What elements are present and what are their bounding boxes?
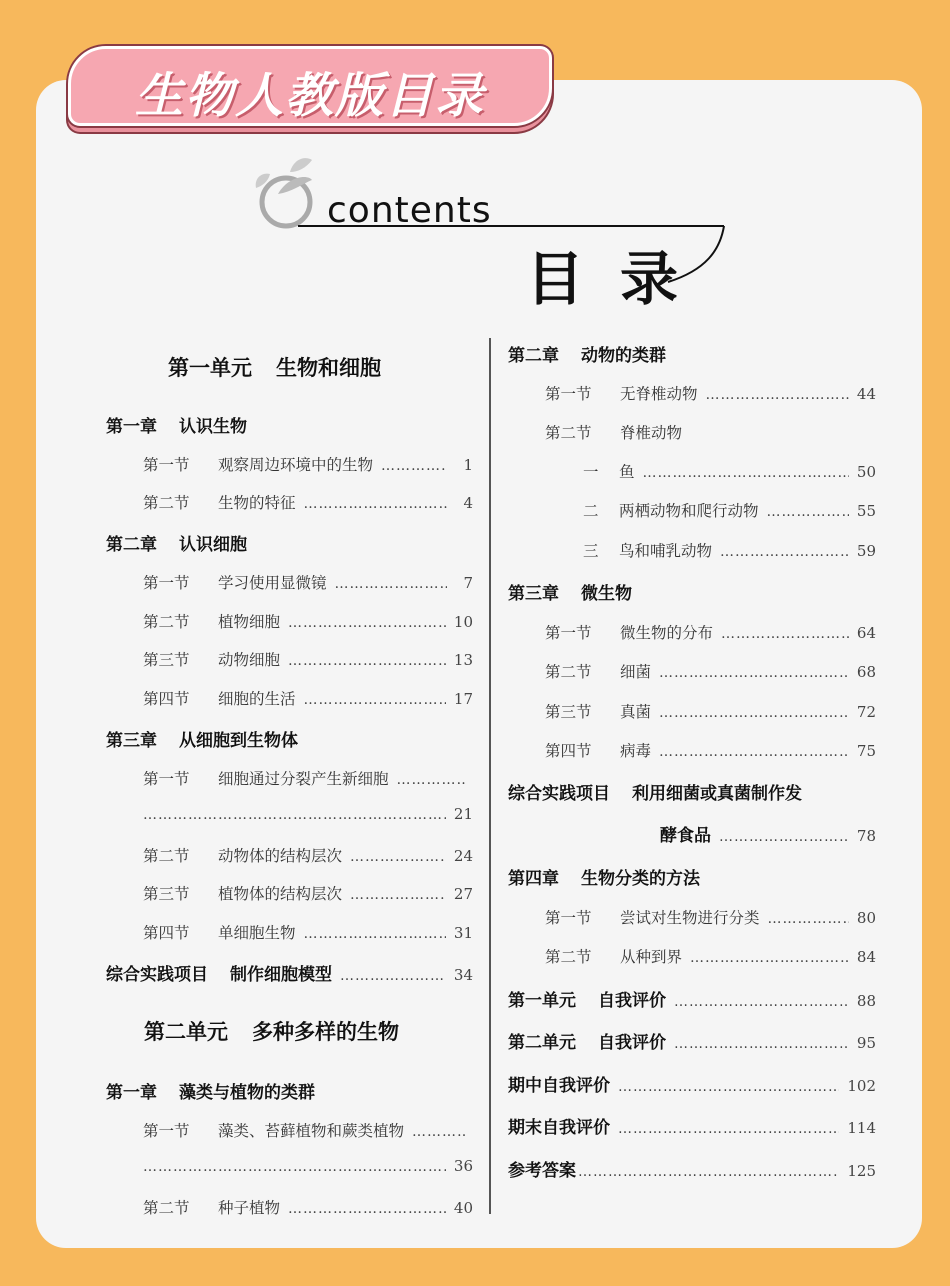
page-number: 102 [847, 1077, 876, 1095]
leader-dots [643, 465, 849, 481]
sub-title: 两栖动物和爬行动物 [619, 502, 759, 520]
page-number: 31 [453, 924, 473, 942]
toc-entry[interactable] [545, 700, 876, 722]
section-title: 植物细胞 [218, 613, 281, 631]
page-number: 125 [847, 1162, 876, 1180]
toc-entry-continued[interactable] [143, 1157, 473, 1175]
chapter-heading[interactable] [508, 864, 700, 889]
page-number: 40 [453, 1199, 473, 1217]
chapter-title: 认识生物 [179, 417, 247, 437]
project-entry[interactable] [508, 779, 802, 804]
section-title: 脊椎动物 [620, 424, 683, 442]
section-label: 第二节 [143, 1199, 190, 1217]
section-label: 第二节 [143, 494, 190, 512]
section-label: 第二节 [143, 847, 190, 865]
evaluation-entry[interactable] [508, 1028, 876, 1053]
unit-2-heading [144, 1016, 399, 1046]
section-label: 第一节 [143, 1122, 190, 1140]
toc-entry[interactable] [545, 421, 682, 443]
page-number: 27 [453, 885, 473, 903]
section-title: 学习使用显微镜 [218, 574, 327, 592]
page-number: 17 [453, 690, 473, 708]
sub-label: 三 [583, 542, 599, 560]
section-title: 细胞通过分裂产生新细胞 [218, 770, 389, 788]
unit-label: 第二单元 [144, 1019, 228, 1044]
leader-dots [674, 994, 849, 1010]
final-title: 期末自我评价 [508, 1118, 610, 1138]
leader-dots [719, 829, 849, 845]
leader-dots [706, 387, 849, 403]
page-number: 1 [463, 456, 473, 474]
page-number: 114 [847, 1119, 876, 1137]
leader-dots [335, 576, 447, 592]
section-label: 第一节 [545, 909, 592, 927]
section-label: 第二节 [545, 424, 592, 442]
chapter-heading[interactable] [106, 726, 298, 751]
leader-dots [288, 615, 446, 631]
page-number: 7 [463, 574, 473, 592]
section-title: 细菌 [620, 663, 652, 681]
contents-word: contents [327, 190, 492, 231]
page-number: 4 [463, 494, 473, 512]
section-title: 无脊椎动物 [620, 385, 698, 403]
chapter-title: 生物分类的方法 [581, 869, 700, 889]
leader-dots [143, 807, 446, 823]
leader-dots [143, 1159, 446, 1175]
leader-dots [659, 744, 849, 760]
final-entry[interactable] [508, 1113, 876, 1138]
leader-dots [768, 911, 849, 927]
chapter-heading[interactable] [106, 412, 247, 437]
toc-sub-entry[interactable] [583, 539, 876, 561]
section-title: 从种到界 [620, 948, 683, 966]
section-title: 观察周边环境中的生物 [218, 456, 374, 474]
leader-dots [381, 458, 447, 474]
page-number: 64 [856, 624, 876, 642]
leader-dots [288, 1201, 446, 1217]
project-entry[interactable] [106, 960, 473, 985]
leader-dots [304, 496, 447, 512]
section-label: 第三节 [143, 885, 190, 903]
page-number: 55 [856, 502, 876, 520]
leader-dots [304, 692, 446, 708]
evaluation-label: 第二单元 [508, 1033, 576, 1053]
toc-entry[interactable] [545, 621, 876, 643]
project-title: 酵食品 [660, 826, 711, 846]
toc-entry[interactable] [143, 491, 473, 513]
page-number: 59 [856, 542, 876, 560]
page-number: 36 [453, 1157, 473, 1175]
page-number: 10 [453, 613, 473, 631]
project-label: 综合实践项目 [106, 965, 208, 985]
chapter-label: 第一章 [106, 1083, 157, 1103]
title-banner [68, 46, 552, 126]
page-number: 24 [453, 847, 473, 865]
section-title: 真菌 [620, 703, 652, 721]
section-label: 第一节 [545, 385, 592, 403]
section-label: 第一节 [545, 624, 592, 642]
leader-dots [767, 504, 849, 520]
page-number: 80 [856, 909, 876, 927]
toc-entry[interactable] [143, 648, 473, 670]
sub-title: 鱼 [619, 463, 635, 481]
toc-entry[interactable] [143, 882, 473, 904]
section-label: 第三节 [545, 703, 592, 721]
page-number: 78 [856, 827, 876, 845]
chapter-label: 第二章 [508, 346, 559, 366]
page-number: 50 [856, 463, 876, 481]
chapter-title: 认识细胞 [179, 535, 247, 555]
section-label: 第二节 [545, 663, 592, 681]
section-label: 第二节 [143, 613, 190, 631]
leader-dots [721, 626, 849, 642]
leader-dots [304, 926, 446, 942]
leader-dots [720, 544, 849, 560]
toc-entry-continued[interactable] [143, 805, 473, 823]
leader-dots [659, 665, 849, 681]
chapter-title: 动物的类群 [581, 346, 666, 366]
toc-entry[interactable] [143, 1196, 473, 1218]
evaluation-title: 自我评价 [598, 1033, 666, 1053]
sub-label: 一 [583, 463, 599, 481]
section-title: 尝试对生物进行分类 [620, 909, 760, 927]
chapter-title: 藻类与植物的类群 [179, 1083, 315, 1103]
toc-entry[interactable] [545, 660, 876, 682]
column-divider [489, 338, 491, 1214]
section-title: 动物细胞 [218, 651, 281, 669]
section-title: 动物体的结构层次 [218, 847, 343, 865]
chapter-label: 第三章 [508, 584, 559, 604]
section-title: 细胞的生活 [218, 690, 296, 708]
unit-1-heading [168, 352, 381, 382]
section-title: 单细胞生物 [218, 924, 296, 942]
section-label: 第四节 [143, 924, 190, 942]
unit-title: 多种多样的生物 [252, 1019, 399, 1044]
evaluation-label: 第一单元 [508, 991, 576, 1011]
section-label: 第一节 [143, 770, 190, 788]
page-number: 84 [856, 948, 876, 966]
page-number: 95 [856, 1034, 876, 1052]
chapter-label: 第二章 [106, 535, 157, 555]
section-title: 病毒 [620, 742, 652, 760]
section-title: 藻类、苔藓植物和蕨类植物 [218, 1122, 405, 1140]
sub-title: 鸟和哺乳动物 [619, 542, 713, 560]
section-title: 微生物的分布 [620, 624, 714, 642]
chapter-heading[interactable] [106, 1078, 315, 1103]
toc-entry[interactable] [143, 610, 473, 632]
toc-entry[interactable] [545, 739, 876, 761]
section-label: 第一节 [143, 574, 190, 592]
project-title: 制作细胞模型 [230, 965, 332, 985]
project-title: 利用细菌或真菌制作发 [632, 784, 802, 804]
project-label: 综合实践项目 [508, 784, 610, 804]
chapter-label: 第一章 [106, 417, 157, 437]
evaluation-entry[interactable] [508, 986, 876, 1011]
toc-entry[interactable] [143, 687, 473, 709]
chapter-heading[interactable] [106, 530, 247, 555]
page-number: 75 [856, 742, 876, 760]
toc-sub-entry[interactable] [583, 499, 876, 521]
toc-entry[interactable] [545, 382, 876, 404]
chapter-title: 从细胞到生物体 [179, 731, 298, 751]
leader-dots [350, 849, 446, 865]
toc-entry[interactable] [143, 453, 473, 475]
chapter-label: 第三章 [106, 731, 157, 751]
evaluation-title: 自我评价 [598, 991, 666, 1011]
leader-dots [618, 1121, 839, 1137]
leader-dots [674, 1036, 849, 1052]
toc-entry[interactable] [545, 945, 876, 967]
section-title: 生物的特征 [218, 494, 296, 512]
section-label: 第三节 [143, 651, 190, 669]
chapter-title: 微生物 [581, 584, 632, 604]
chapter-heading[interactable] [508, 341, 666, 366]
page-number: 44 [856, 385, 876, 403]
toc-entry[interactable] [545, 906, 876, 928]
section-label: 第一节 [143, 456, 190, 474]
toc-entry[interactable] [143, 1119, 473, 1141]
unit-title: 生物和细胞 [276, 355, 381, 380]
page-number: 72 [856, 703, 876, 721]
page-number: 68 [856, 663, 876, 681]
leader-dots [578, 1164, 839, 1180]
leader-dots [350, 887, 446, 903]
toc-entry[interactable] [143, 921, 473, 943]
page-number: 88 [856, 992, 876, 1010]
leader-dots [690, 950, 849, 966]
leader-dots [412, 1124, 465, 1140]
midterm-entry[interactable] [508, 1071, 876, 1096]
leader-dots [397, 772, 465, 788]
section-title: 植物体的结构层次 [218, 885, 343, 903]
section-label: 第四节 [143, 690, 190, 708]
section-title: 种子植物 [218, 1199, 281, 1217]
leader-dots [288, 653, 446, 669]
section-label: 第二节 [545, 948, 592, 966]
answers-title: 参考答案 [508, 1161, 576, 1181]
answers-entry[interactable] [508, 1156, 876, 1181]
page-number: 34 [453, 966, 473, 984]
leader-dots [618, 1079, 839, 1095]
sub-label: 二 [583, 502, 599, 520]
leader-dots [340, 968, 446, 984]
banner-title: 生物人教版目录 [134, 68, 485, 124]
project-entry-continued[interactable] [660, 821, 876, 846]
leader-dots [659, 705, 849, 721]
toc-entry[interactable] [143, 844, 473, 866]
chapter-heading[interactable] [508, 579, 632, 604]
chapter-label: 第四章 [508, 869, 559, 889]
toc-heading: 目录 [526, 245, 715, 313]
page-number: 13 [453, 651, 473, 669]
midterm-title: 期中自我评价 [508, 1076, 610, 1096]
unit-label: 第一单元 [168, 355, 252, 380]
page-number: 21 [453, 805, 473, 823]
section-label: 第四节 [545, 742, 592, 760]
toc-entry[interactable] [143, 571, 473, 593]
toc-sub-entry[interactable] [583, 460, 876, 482]
toc-entry[interactable] [143, 767, 473, 789]
